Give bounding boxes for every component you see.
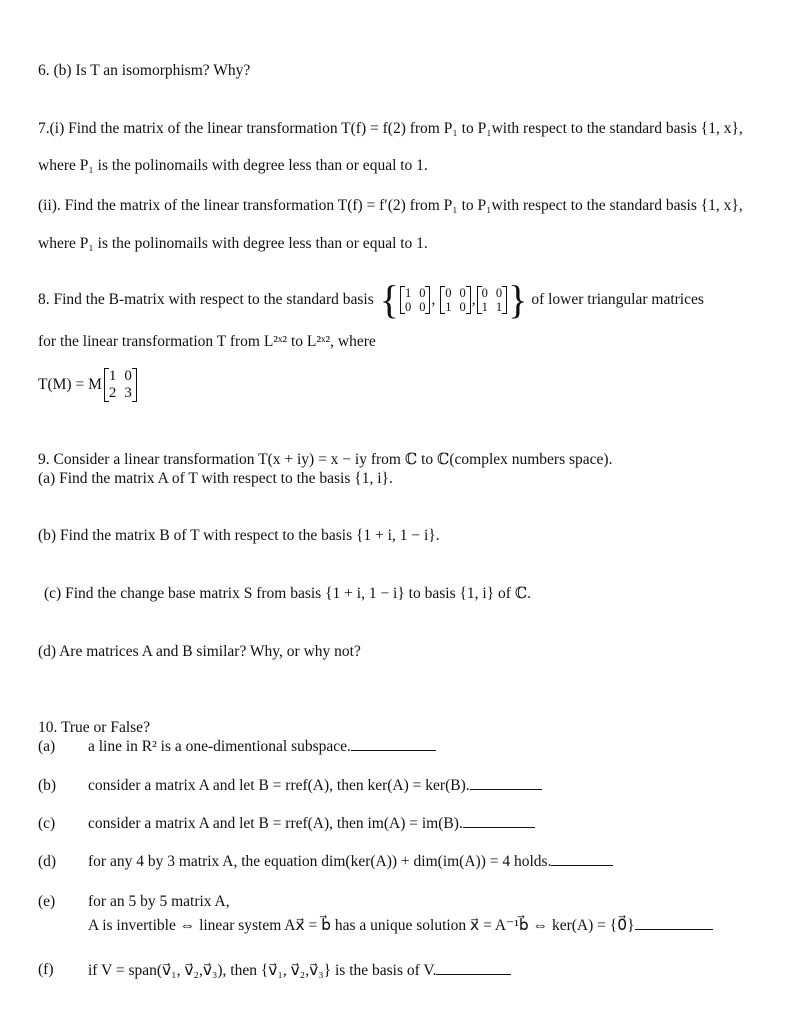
answer-blank-d[interactable] — [551, 864, 613, 866]
tf-item-e-line2: A is invertible ⇔ linear system Ax⃗ = b⃗ has a unique solution x⃗ = A⁻¹b⃗ ⇔ ker(A) = {0⃗} — [88, 916, 713, 935]
tm-matrix-entry: 0 — [124, 368, 132, 384]
basis-matrix-3-entry: 1 — [495, 300, 503, 314]
question-9b: (b) Find the matrix B of T with respect to the basis {1 + i, 1 − i}. — [38, 527, 440, 544]
tf-label-f: (f) — [38, 961, 54, 978]
basis-matrix-2 — [441, 286, 470, 314]
left-brace-icon: { — [379, 277, 399, 322]
tf-label-c: (c) — [38, 815, 56, 832]
tm-label: T(M) = M — [38, 376, 102, 393]
tf-item-f: if V = span(v⃗₁, v⃗₂,v⃗₃), then {v⃗₁, v⃗₂,v⃗₃} is the basis of V. — [88, 961, 511, 980]
tm-matrix-entry: 1 — [108, 368, 117, 384]
basis-matrix-1 — [401, 286, 430, 314]
question-6b: 6. (b) Is T an isomorphism? Why? — [38, 62, 251, 79]
tf-label-e: (e) — [38, 893, 56, 910]
question-7ii-line1: (ii). Find the matrix of the linear transformation T(f) = f′(2) from P₁ to P₁with respect to the standard basis {1, x}, — [38, 197, 743, 214]
question-9c: (c) Find the change base matrix S from basis {1 + i, 1 − i} to basis {1, i} of ℂ. — [44, 585, 532, 602]
question-9d: (d) Are matrices A and B similar? Why, or why not? — [38, 643, 361, 660]
tf-label-a: (a) — [38, 738, 56, 755]
question-8-line1: 8. Find the B-matrix with respect to the standard basis { 1 0 0 0 , 0 0 1 0 , 0 0 1 1 } of lower triangular matrices — [38, 277, 704, 322]
question-7i-line1: 7.(i) Find the matrix of the linear transformation T(f) = f(2) from P₁ to P₁with respect to the standard basis {1, x}, — [38, 120, 743, 137]
question-7i-line2: where P₁ is the polinomails with degree less than or equal to 1. — [38, 157, 428, 174]
answer-blank-f[interactable] — [436, 973, 511, 975]
q8-prefix: 8. Find the B-matrix with respect to the standard basis — [38, 291, 374, 308]
tm-matrix-entry: 3 — [124, 385, 132, 401]
answer-blank-a[interactable] — [351, 749, 436, 751]
basis-matrix-2-entry: 1 — [445, 300, 452, 314]
question-9a: (a) Find the matrix A of T with respect to the basis {1, i}. — [38, 470, 393, 487]
basis-matrix-3 — [478, 286, 507, 314]
basis-matrix-2-entry: 0 — [459, 300, 466, 314]
tf-label-b: (b) — [38, 777, 57, 794]
basis-matrix-1-entry: 0 — [419, 286, 426, 300]
tm-matrix-entry: 2 — [108, 385, 117, 401]
right-brace-icon: } — [508, 277, 528, 322]
question-10-title: 10. True or False? — [38, 719, 150, 736]
tf-item-a: a line in R² is a one-dimentional subspace. — [88, 738, 436, 756]
tf-item-b: consider a matrix A and let B = rref(A), then ker(A) = ker(B). — [88, 777, 542, 795]
question-8-line2: for the linear transformation T from L²ˣ² to L²ˣ², where — [38, 333, 376, 350]
tf-item-c: consider a matrix A and let B = rref(A), then im(A) = im(B). — [88, 815, 535, 833]
basis-matrix-2-entry: 0 — [445, 286, 452, 300]
answer-blank-e[interactable] — [635, 928, 713, 930]
answer-blank-b[interactable] — [470, 788, 542, 790]
basis-matrix-1-entry: 1 — [404, 286, 412, 300]
tf-item-e: for an 5 by 5 matrix A, — [88, 893, 230, 910]
question-7ii-line2: where P₁ is the polinomails with degree less than or equal to 1. — [38, 235, 428, 252]
tm-matrix — [105, 368, 136, 402]
question-8-tm — [38, 368, 138, 402]
basis-matrix-3-entry: 0 — [495, 286, 503, 300]
q8-suffix: of lower triangular matrices — [531, 291, 704, 308]
answer-blank-c[interactable] — [463, 826, 535, 828]
basis-matrix-1-entry: 0 — [404, 300, 412, 314]
basis-matrix-3-entry: 0 — [481, 286, 488, 300]
tf-label-d: (d) — [38, 853, 57, 870]
basis-matrix-2-entry: 0 — [459, 286, 466, 300]
tf-item-d: for any 4 by 3 matrix A, the equation dim(ker(A)) + dim(im(A)) = 4 holds. — [88, 853, 613, 871]
question-9-intro: 9. Consider a linear transformation T(x + iy) = x − iy from ℂ to ℂ(complex numbers space). — [38, 451, 613, 468]
basis-matrix-1-entry: 0 — [419, 300, 426, 314]
basis-matrix-3-entry: 1 — [481, 300, 488, 314]
